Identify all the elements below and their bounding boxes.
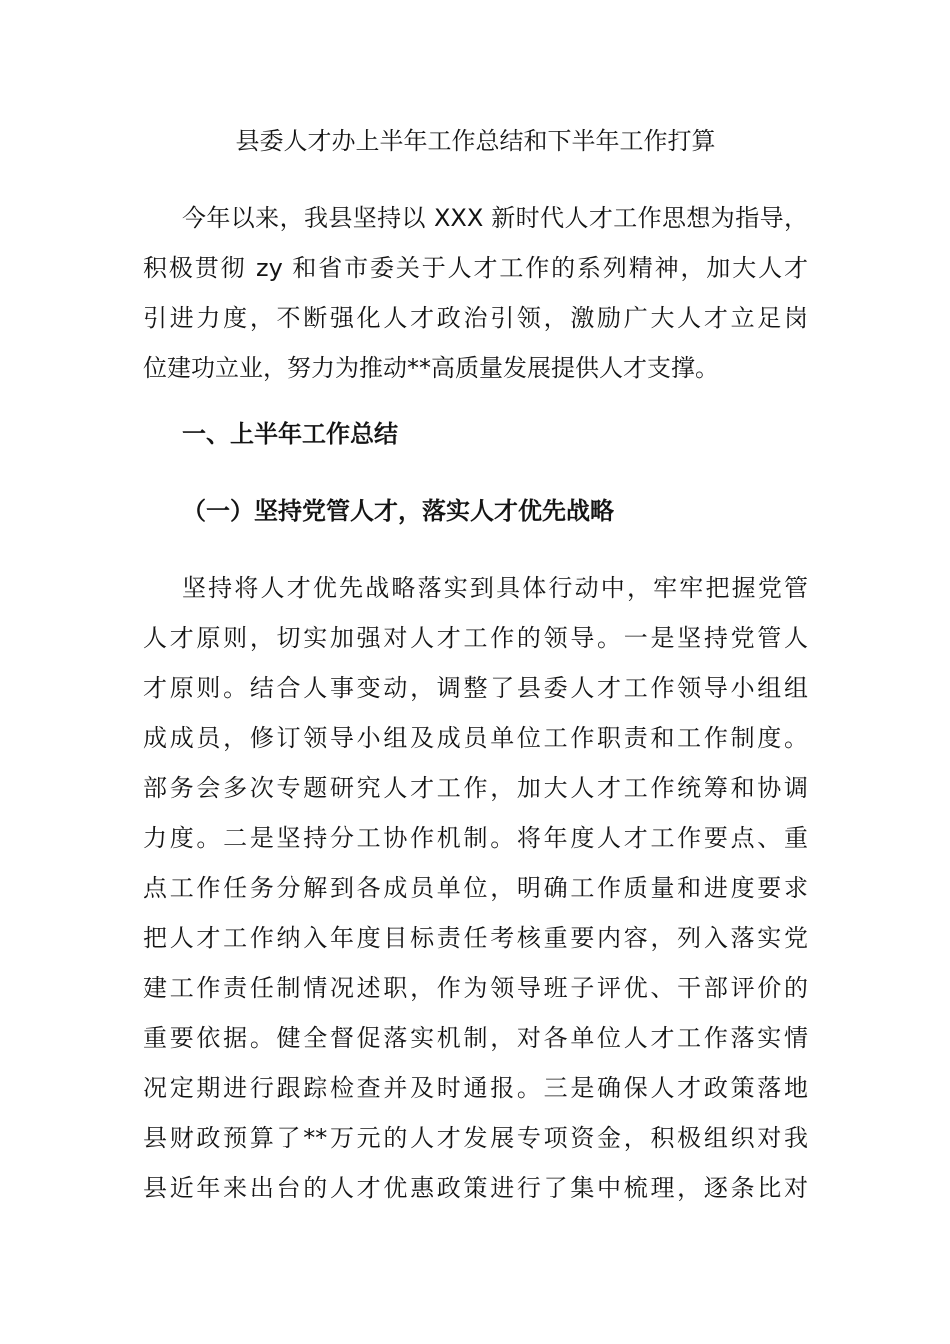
section-heading: 一、上半年工作总结 [182,420,398,448]
paragraph-line: 坚持将人才优先战略落实到具体行动中，牢牢把握党管 [182,574,808,602]
page-title: 县委人才办上半年工作总结和下半年工作打算 [235,127,716,155]
intro-paragraph [143,193,808,393]
paragraph-line: 引进力度，不断强化人才政治引领，激励广大人才立足岗 [143,304,808,332]
paragraph-line: 人才原则，切实加强对人才工作的领导。一是坚持党管人 [143,624,808,652]
paragraph-line: 把人才工作纳入年度目标责任考核重要内容，列入落实党 [143,924,808,952]
paragraph-line: 况定期进行跟踪检查并及时通报。三是确保人才政策落地 [143,1074,808,1102]
paragraph-line: 重要依据。健全督促落实机制，对各单位人才工作落实情 [143,1024,808,1052]
paragraph-line: 部务会多次专题研究人才工作，加大人才工作统筹和协调 [143,774,808,802]
paragraph-line: 力度。二是坚持分工协作机制。将年度人才工作要点、重 [143,824,808,852]
paragraph-line: 位建功立业，努力为推动**高质量发展提供人才支撑。 [143,354,719,382]
paragraph-line: 县近年来出台的人才优惠政策进行了集中梳理，逐条比对 [143,1174,808,1202]
paragraph-line: 今年以来，我县坚持以 XXX 新时代人才工作思想为指导， [182,204,808,232]
paragraph-line: 成成员，修订领导小组及成员单位工作职责和工作制度。 [143,724,808,752]
subsection-heading: （一）坚持党管人才，落实人才优先战略 [182,497,614,525]
paragraph-line: 县财政预算了**万元的人才发展专项资金，积极组织对我 [143,1124,808,1152]
paragraph-line: 点工作任务分解到各成员单位，明确工作质量和进度要求 [143,874,808,902]
document-content [143,0,808,1213]
paragraph-line: 建工作责任制情况述职，作为领导班子评优、干部评价的 [143,974,808,1002]
paragraph-line: 才原则。结合人事变动，调整了县委人才工作领导小组组 [143,674,808,702]
body-paragraph [143,563,808,1213]
paragraph-line: 积极贯彻 zy 和省市委关于人才工作的系列精神，加大人才 [143,254,808,282]
